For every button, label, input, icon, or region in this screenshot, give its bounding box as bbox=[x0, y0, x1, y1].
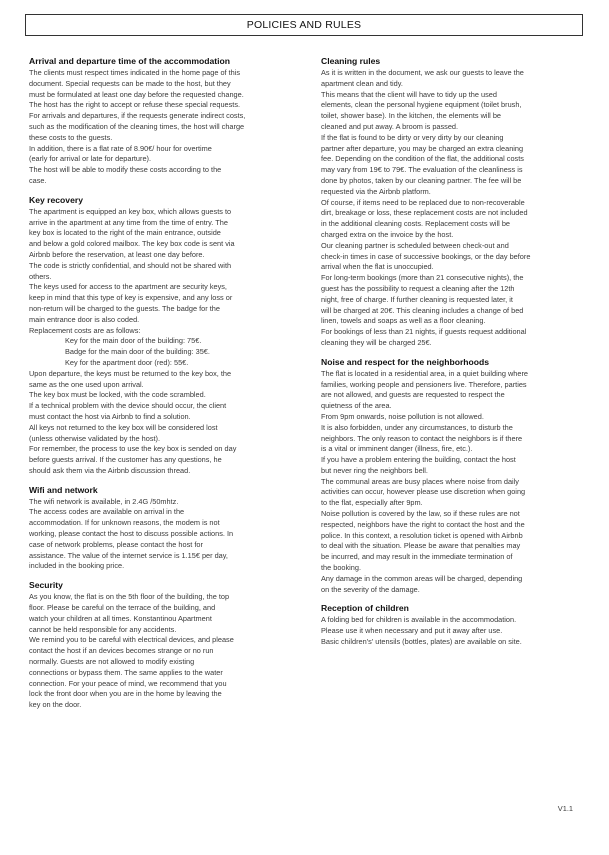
text-line: elements, clean the personal hygiene equipment (toilet brush, bbox=[321, 100, 522, 110]
text-line: guest has the possibility to request a cleaning after the 12th bbox=[321, 283, 515, 293]
text-line: and below a gold colored mailbox. The key box code is sent via bbox=[29, 239, 235, 249]
text-line: respected, neighbors have the right to contact the host and the bbox=[321, 519, 525, 529]
text-line: key on the door. bbox=[29, 700, 82, 710]
text-line: Please use it when necessary and put it away after use. bbox=[321, 626, 503, 636]
text-line: accommodation. If for unknown reasons, the modem is not bbox=[29, 518, 220, 528]
text-line: The key box must be locked, with the code scrambled. bbox=[29, 390, 206, 400]
section-heading: Security bbox=[29, 580, 63, 591]
text-line: arrive in the apartment at any time from the time of entry. The bbox=[29, 217, 228, 227]
section-wifi-and-network bbox=[29, 485, 299, 573]
text-line: As it is written in the document, we ask our guests to leave the bbox=[321, 68, 524, 77]
text-line: but never ring the neighbors bell. bbox=[321, 465, 428, 475]
section-heading: Arrival and departure time of the accommodation bbox=[29, 56, 231, 66]
text-line: Our cleaning partner is scheduled between check-out and bbox=[321, 240, 509, 250]
text-line: to deal with the situation. Please be aware that penalties may bbox=[321, 541, 521, 551]
text-line: Noise pollution is covered by the law, so if these rules are not bbox=[321, 509, 520, 519]
text-line: The apartment is equipped an key box, which allows guests to bbox=[29, 206, 232, 216]
section-reception-of-children bbox=[321, 603, 586, 647]
text-line: A folding bed for children is available in the accommodation. bbox=[321, 615, 517, 625]
text-line: The keys used for access to the apartment are security keys, bbox=[29, 282, 227, 292]
text-line: connection. For your peace of mind, we recommend that you bbox=[29, 678, 227, 688]
price-line: Key for the main door of the building: 75€. bbox=[65, 336, 202, 346]
text-line: Replacement costs are as follows: bbox=[29, 325, 141, 335]
section-noise-and-respect-for-the-neighborhoods bbox=[321, 357, 586, 596]
text-line: watch your children at all times. Konstantinou Apartment bbox=[29, 613, 212, 623]
text-line: neighbors. The only reason to contact the neighbors is if there bbox=[321, 433, 523, 443]
text-line: For arrivals and departures, if the requests generate indirect costs, bbox=[29, 111, 246, 121]
text-line: For bookings of less than 21 nights, if guests request additional bbox=[321, 327, 527, 337]
text-line: From 9pm onwards, noise pollution is not allowed. bbox=[321, 411, 484, 421]
text-line: charged extra on the invoice by the host. bbox=[321, 229, 454, 239]
text-line: We remind you to be careful with electrical devices, and please bbox=[29, 635, 234, 645]
text-line: case. bbox=[29, 175, 47, 185]
text-line: The communal areas are busy places where noise from daily bbox=[321, 476, 519, 486]
text-line: cannot be held responsible for any accidents. bbox=[29, 624, 177, 634]
text-line: working, please contact the host to discuss possible actions. In bbox=[29, 529, 234, 539]
page-title-box bbox=[25, 14, 583, 36]
text-line: partner after departure, you may be charged an extra cleaning bbox=[321, 143, 524, 153]
text-line: (early for arrival or late for departure). bbox=[29, 154, 152, 164]
text-line: on the severity of the damage. bbox=[321, 584, 420, 594]
text-line: must contact the host via Airbnb to find a solution. bbox=[29, 411, 191, 421]
section-arrival-and-departure-time-of-the-accommodation bbox=[29, 56, 299, 187]
text-line: dirt, breakage or loss, these replacement costs are not included bbox=[321, 208, 528, 218]
text-line: normally. Guests are not allowed to modify existing bbox=[29, 657, 195, 667]
text-line: document. Special requests can be made to the host, but they bbox=[29, 78, 231, 88]
text-line: lock the front door when you are in the home by leaving the bbox=[29, 689, 222, 699]
text-line: floor. Please be careful on the terrace of the building, and bbox=[29, 603, 216, 613]
text-line: case of network problems, please contact the host for bbox=[29, 539, 203, 549]
text-line: Upon departure, the keys must be returned to the key box, the bbox=[29, 368, 232, 378]
text-line: will be charged at 20€. This cleaning includes a change of bed bbox=[321, 305, 524, 315]
text-line: fee. Depending on the condition of the flat, the additional costs bbox=[321, 154, 524, 164]
text-line: such as the modification of the cleaning times, the host will charge bbox=[29, 121, 245, 131]
section-heading: Key recovery bbox=[29, 194, 83, 205]
text-line: done by photos, taken by our cleaning partner. The fee will be bbox=[321, 175, 522, 185]
text-line: activities can occur, however please use discretion when going bbox=[321, 487, 526, 497]
text-line: It is also forbidden, under any circumstances, to disturb the bbox=[321, 422, 513, 432]
text-line: cleaned and put away. A broom is passed. bbox=[321, 121, 459, 131]
page-title: POLICIES AND RULES bbox=[246, 19, 362, 31]
section-heading: Cleaning rules bbox=[321, 56, 381, 66]
section-key-recovery bbox=[29, 195, 299, 477]
text-line: must be formulated at least one day before the requested change. bbox=[29, 89, 244, 99]
text-line: key box is located to the right of the main entrance, outside bbox=[29, 228, 221, 238]
text-line: night, free of charge. If further cleaning is requested later, it bbox=[321, 294, 513, 304]
section-heading: Noise and respect for the neighborhoods bbox=[321, 356, 490, 367]
text-line: toilet, shower base). In the kitchen, the elements will be bbox=[321, 111, 502, 121]
text-line: included in the booking price. bbox=[29, 561, 125, 571]
text-line: in the additional cleaning costs. Replacement costs will be bbox=[321, 219, 511, 229]
text-line: If you have a problem entering the building, contact the host bbox=[321, 455, 516, 465]
text-line: may vary from 19€ to 79€. The evaluation of the cleanliness is bbox=[321, 165, 523, 175]
text-line: Airbnb before the reservation, at least one day before. bbox=[29, 249, 205, 259]
text-line: before guests arrival. If the customer has any questions, he bbox=[29, 455, 222, 465]
price-line: Badge for the main door of the building: 35€. bbox=[65, 347, 210, 357]
text-line: The access codes are available on arrival in the bbox=[29, 507, 185, 517]
text-line: Basic children's' utensils (bottles, plates) are available on site. bbox=[321, 637, 522, 647]
text-line: keep in mind that this type of key is expensive, and any loss or bbox=[29, 293, 233, 303]
text-line: the booking. bbox=[321, 563, 362, 573]
version-label: V1.1 bbox=[557, 804, 573, 813]
text-line: contact the host if an devices becomes strange or no run bbox=[29, 646, 214, 656]
text-line: linen, towels and soaps as well as a floor cleaning. bbox=[321, 316, 486, 326]
text-line: (unless otherwise validated by the host). bbox=[29, 433, 161, 443]
section-heading: Wifi and network bbox=[29, 484, 98, 495]
section-cleaning-rules bbox=[321, 56, 586, 349]
section-security bbox=[29, 580, 299, 711]
text-line: non-return will be charged to the guests. The badge for the bbox=[29, 303, 220, 313]
text-line: For remember, the process to use the key box is sended on day bbox=[29, 444, 237, 454]
text-line: these costs to the guests. bbox=[29, 132, 113, 142]
text-line: If the flat is found to be dirty or very dirty by our cleaning bbox=[321, 132, 504, 142]
text-line: be incurred, and may result in the immediate termination of bbox=[321, 552, 513, 562]
text-line: connections or bypass them. The same applies to the water bbox=[29, 667, 223, 677]
text-line: The flat is located in a residential area, in a quiet building where bbox=[321, 368, 528, 378]
text-line: cleaning they will be charged 25€. bbox=[321, 337, 432, 347]
text-line: The host will be able to modify these costs according to the bbox=[29, 165, 222, 175]
text-line: should ask them via the Airbnb discussion thread. bbox=[29, 465, 191, 475]
text-line: assistance. The value of the internet service is 1.15€ per day, bbox=[29, 550, 228, 560]
text-line: quietness of the area. bbox=[321, 401, 392, 411]
text-line: others. bbox=[29, 271, 52, 281]
text-line: is a vital or imminent danger (illness, fire, etc.). bbox=[321, 444, 473, 454]
text-line: The clients must respect times indicated in the home page of this bbox=[29, 68, 241, 77]
text-line: to the flat, especially after 9pm. bbox=[321, 498, 423, 508]
text-line: police. In this context, a resolution ticket is opened with Airbnb bbox=[321, 530, 523, 540]
price-line: Key for the apartment door (red): 55€. bbox=[65, 357, 189, 367]
text-line: The wifi network is available, in 2.4G /50mhtz. bbox=[29, 496, 179, 506]
text-line: check-in times in case of successive bookings, or the day before bbox=[321, 251, 531, 261]
text-line: Of course, if items need to be replaced due to non-recoverable bbox=[321, 197, 525, 207]
text-line: The host has the right to accept or refuse these special requests. bbox=[29, 100, 241, 110]
text-line: For long-term bookings (more than 21 consecutive nights), the bbox=[321, 273, 524, 283]
section-heading: Reception of children bbox=[321, 603, 409, 614]
text-line: apartment clean and tidy. bbox=[321, 78, 403, 88]
text-line: If a technical problem with the device should occur, the client bbox=[29, 401, 227, 411]
text-line: main entrance door is also coded. bbox=[29, 314, 140, 324]
text-line: Any damage in the common areas will be charged, depending bbox=[321, 573, 523, 583]
text-line: As you know, the flat is on the 5th floor of the building, the top bbox=[29, 592, 230, 602]
text-line: same as the one used upon arrival. bbox=[29, 379, 144, 389]
text-line: arrival when the flat is unoccupied. bbox=[321, 262, 434, 272]
text-line: All keys not returned to the key box will be considered lost bbox=[29, 422, 218, 432]
text-line: requested via the Airbnb platform. bbox=[321, 186, 431, 196]
text-line: The code is strictly confidential, and should not be shared with bbox=[29, 260, 232, 270]
text-line: In addition, there is a flat rate of 8.90€/ hour for overtime bbox=[29, 143, 212, 153]
text-line: families, working people and pensioners live. Therefore, parties bbox=[321, 379, 527, 389]
right-column bbox=[321, 56, 586, 656]
text-line: are not allowed, and guests are requested to respect the bbox=[321, 390, 505, 400]
left-column bbox=[29, 56, 299, 719]
text-line: This means that the client will have to tidy up the used bbox=[321, 89, 497, 99]
